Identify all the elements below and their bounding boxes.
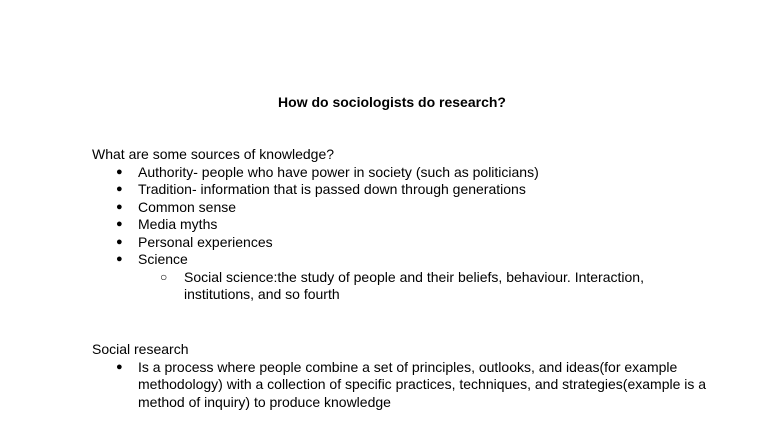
list-item-text: Science [138,251,188,267]
bullet-icon: ● [116,200,123,213]
list-item [92,199,732,217]
bullet-list [92,359,732,412]
sub-list-item-text: Social science:the study of people and their beliefs, behaviour. Interaction, institutions, and so fourth [184,268,644,302]
bullet-icon: ● [116,360,123,373]
list-item-text: Personal experiences [138,233,273,250]
sub-bullet-list [138,269,732,304]
bullet-icon: ● [116,218,123,230]
section-social-research [92,341,732,411]
section-heading: Social research [92,341,189,357]
hollow-bullet-icon: ○ [160,269,168,284]
sub-list-item [138,269,704,304]
list-item-text: Media myths [138,216,218,232]
list-item-text: Common sense [138,198,237,215]
list-item [92,359,738,412]
bullet-icon: ● [116,165,123,178]
list-item [92,164,732,182]
list-item-text: Authority- people who have power in society (such as politicians) [138,163,539,180]
list-item [92,181,732,199]
list-item-text: Tradition- information that is passed down through generations [138,181,526,197]
bullet-icon: ● [116,183,123,195]
bullet-icon: ● [116,235,123,248]
list-item [92,251,732,304]
section-heading: What are some sources of knowledge? [92,146,335,162]
list-item [92,216,732,234]
section-sources-of-knowledge [92,146,732,304]
bullet-icon: ● [116,253,123,265]
list-item-text: Is a process where people combine a set of principles, outlooks, and ideas(for example methodology) with a collection of specific practices, techniques, and strategies(example is a method of inquiry) to produce knowledge [138,358,707,410]
bullet-list [92,164,732,304]
document-title: How do sociologists do research? [278,94,506,110]
list-item [92,234,732,252]
